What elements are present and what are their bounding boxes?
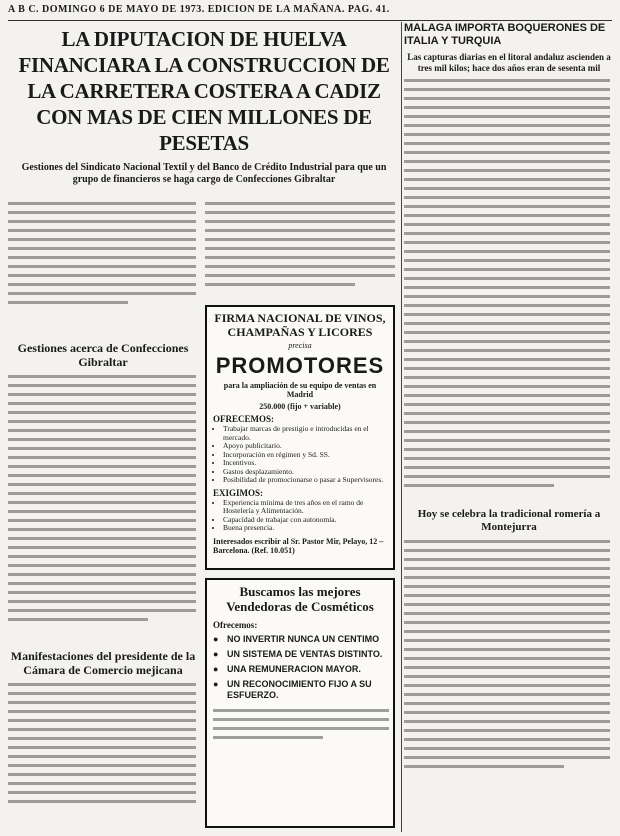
middle-body-text bbox=[205, 200, 397, 300]
promotores-ad bbox=[205, 305, 395, 570]
main-headline: LA DIPUTACION DE HUELVA FINANCIARA LA CONSTRUCCION DE LA CARRETERA COSTERA A CADIZ CON MAS DE CIEN MILLONES DE PESETAS bbox=[18, 27, 390, 155]
cosmeticos-ad bbox=[205, 578, 395, 828]
list-item: • Apoyo publicitario. bbox=[223, 442, 387, 451]
main-deck: Gestiones del Sindicato Nacional Textil y del Banco de Crédito Industrial para que un grupo de financieros se haga cargo de Confecciones Gibraltar bbox=[21, 162, 387, 185]
cosmeticos-ofrecemos-label: Ofrecemos: bbox=[213, 620, 258, 630]
montejurra-body bbox=[404, 538, 612, 788]
promotores-ad-title: FIRMA NACIONAL DE VINOS, CHAMPAÑAS Y LICORES bbox=[214, 311, 386, 339]
list-item: • Trabajar marcas de prestigio e introducidas en el mercado. bbox=[223, 425, 387, 442]
page-header: A B C. DOMINGO 6 DE MAYO DE 1973. EDICION DE LA MAÑANA. PAG. 41. bbox=[8, 4, 612, 21]
cosmeticos-fine-print bbox=[213, 705, 389, 745]
list-item: ● NO INVERTIR NUNCA UN CENTIMO bbox=[213, 634, 387, 645]
gibraltar-headline: Gestiones acerca de Confecciones Gibraltar bbox=[17, 341, 189, 369]
column-rule bbox=[401, 22, 402, 832]
list-item: ● UN RECONOCIMIENTO FIJO A SU ESFUERZO. bbox=[213, 679, 387, 701]
malaga-headline: MALAGA IMPORTA BOQUERONES DE ITALIA Y TURQUIA bbox=[404, 22, 606, 47]
promotores-ofrecemos-list bbox=[213, 425, 387, 485]
main-article bbox=[8, 22, 400, 191]
promotores-ad-precisa: precisa bbox=[288, 341, 312, 350]
promotores-ad-for: para la ampliación de su equipo de ventas en Madrid bbox=[223, 380, 377, 399]
gibraltar-body bbox=[8, 373, 198, 638]
promotores-contact: Interesados escribir al Sr. Pastor Mir, Pelayo, 12 – Barcelona. (Ref. 10.051) bbox=[213, 536, 384, 555]
promotores-ofrecemos-label: OFRECEMOS: bbox=[213, 414, 275, 424]
list-item: • Posibilidad de promocionarse o pasar a Supervisores. bbox=[223, 476, 387, 485]
list-item: ● UNA REMUNERACION MAYOR. bbox=[213, 664, 387, 675]
promotores-exigimos-label: EXIGIMOS: bbox=[213, 487, 264, 498]
camara-body bbox=[8, 681, 198, 831]
promotores-exigimos-list bbox=[213, 499, 387, 533]
list-item: • Experiencia mínima de tres años en el ramo de Hostelería y Alimentación. bbox=[223, 499, 387, 516]
camara-headline: Manifestaciones del presidente de la Cámara de Comercio mejicana bbox=[10, 649, 196, 677]
list-item: • Incorporación en régimen y Sd. SS. bbox=[223, 451, 387, 460]
list-item: ● UN SISTEMA DE VENTAS DISTINTO. bbox=[213, 649, 387, 660]
body-text-block bbox=[8, 200, 198, 330]
list-item: • Capacidad de trabajar con autonomía. bbox=[223, 516, 387, 525]
left-subcolumn bbox=[8, 200, 198, 830]
montejurra-headline: Hoy se celebra la tradicional romería a Montejurra bbox=[417, 508, 601, 533]
list-item: • Incentivos. bbox=[223, 459, 387, 468]
list-item: • Gastos desplazamiento. bbox=[223, 468, 387, 477]
promotores-ad-big: PROMOTORES bbox=[215, 352, 385, 378]
list-item: • Buena presencia. bbox=[223, 524, 387, 533]
right-column bbox=[404, 22, 614, 793]
promotores-ad-salary: 250.000 (fijo + variable) bbox=[259, 401, 341, 411]
malaga-deck: Las capturas diarias en el litoral andaluz ascienden a tres mil kilos; hace dos años eran de sesenta mil bbox=[407, 52, 611, 73]
cosmeticos-ad-title: Buscamos las mejores Vendedoras de Cosméticos bbox=[226, 584, 374, 614]
malaga-body bbox=[404, 77, 612, 497]
cosmeticos-list bbox=[213, 634, 387, 701]
